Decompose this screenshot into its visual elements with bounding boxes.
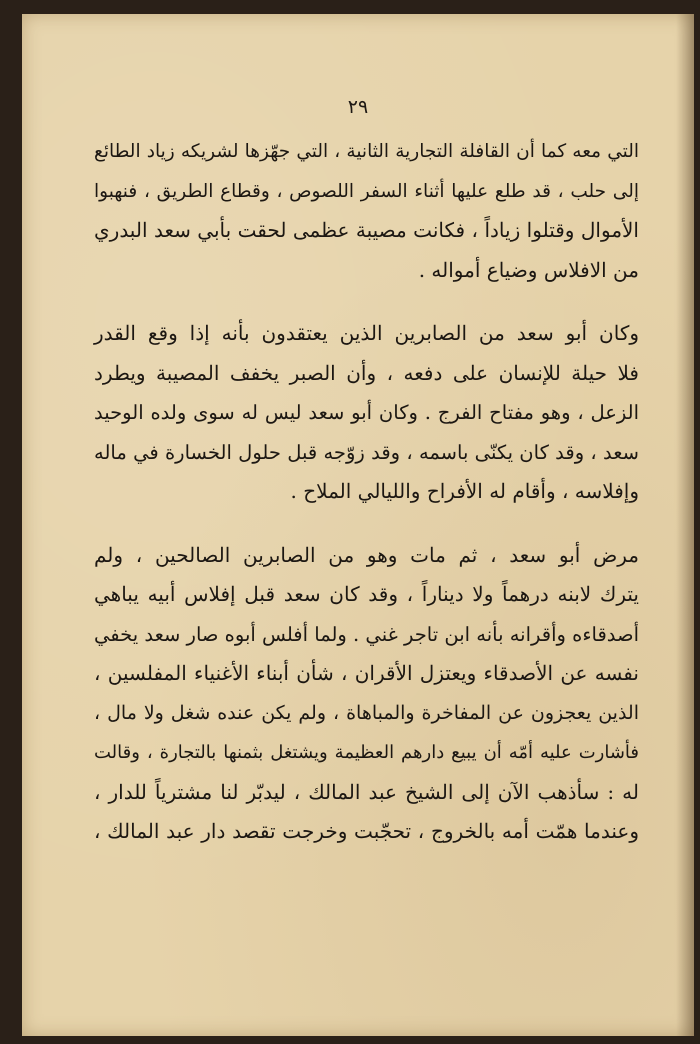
text-line: الزعل ، وهو مفتاح الفرج . وكان أبو سعد ليس له سوى ولده الوحيد <box>94 401 639 424</box>
paragraph-1 <box>94 132 639 290</box>
text-line: مرض أبو سعد ، ثم مات وهو من الصابرين الصالحين ، ولم <box>94 542 639 567</box>
text-line: فأشارت عليه أمّه أن يبيع دارهم العظيمة ويشتغل بثمنها بالتجارة ، وقالت <box>94 742 639 763</box>
page-spine-shadow <box>676 14 694 1036</box>
text-line: سعد ، وقد كان يكنّى باسمه ، وقد زوّجه قبل حلول الخسارة في ماله <box>94 440 639 464</box>
text-line: من الافلاس وضياع أمواله . <box>418 257 639 282</box>
text-line: وكان أبو سعد من الصابرين الذين يعتقدون بأنه إذا وقع القدر <box>94 321 639 345</box>
text-line: التي معه كما أن القافلة التجارية الثانية ، التي جهّزها لشريكه زياد الطائع <box>94 141 639 162</box>
text-line: إلى حلب ، قد طلع عليها أثناء السفر اللصوص ، وقطاع الطريق ، فنهبوا <box>94 180 639 202</box>
paper-page <box>22 14 694 1036</box>
text-line: يترك لابنه درهماً ولا ديناراً ، وقد كان سعد قبل إفلاس أبيه يباهي <box>94 582 639 606</box>
paragraph-2 <box>94 314 639 512</box>
text-line: نفسه عن الأصدقاء ويعتزل الأقران ، شأن أبناء الأغنياء المفلسين ، <box>94 661 639 685</box>
text-line: فلا حيلة للإنسان على دفعه ، وأن الصبر يخفف المصيبة ويطرد <box>94 360 639 385</box>
text-line: الأموال وقتلوا زياداً ، فكانت مصيبة عظمى لحقت بأبي سعد البدري <box>94 218 639 242</box>
text-line: وعندما همّت أمه بالخروج ، تحجّبت وخرجت تقصد دار عبد المالك ، <box>94 819 639 843</box>
text-line: وإفلاسه ، وأقام له الأفراح والليالي الملاح . <box>290 479 639 503</box>
page-number: ٢٩ <box>347 96 369 118</box>
body-text <box>94 132 639 852</box>
text-line: له : سأذهب الآن إلى الشيخ عبد المالك ، ليدبّر لنا مشترياً للدار ، <box>94 779 639 804</box>
paragraph-3 <box>94 536 639 852</box>
text-line: الذين يعجزون عن المفاخرة والمباهاة ، ولم يكن عنده شغل ولا مال ، <box>94 701 639 724</box>
text-line: أصدقاءه وأقرانه بأنه ابن تاجر غني . ولما أفلس أبوه صار سعد يخفي <box>94 622 639 646</box>
